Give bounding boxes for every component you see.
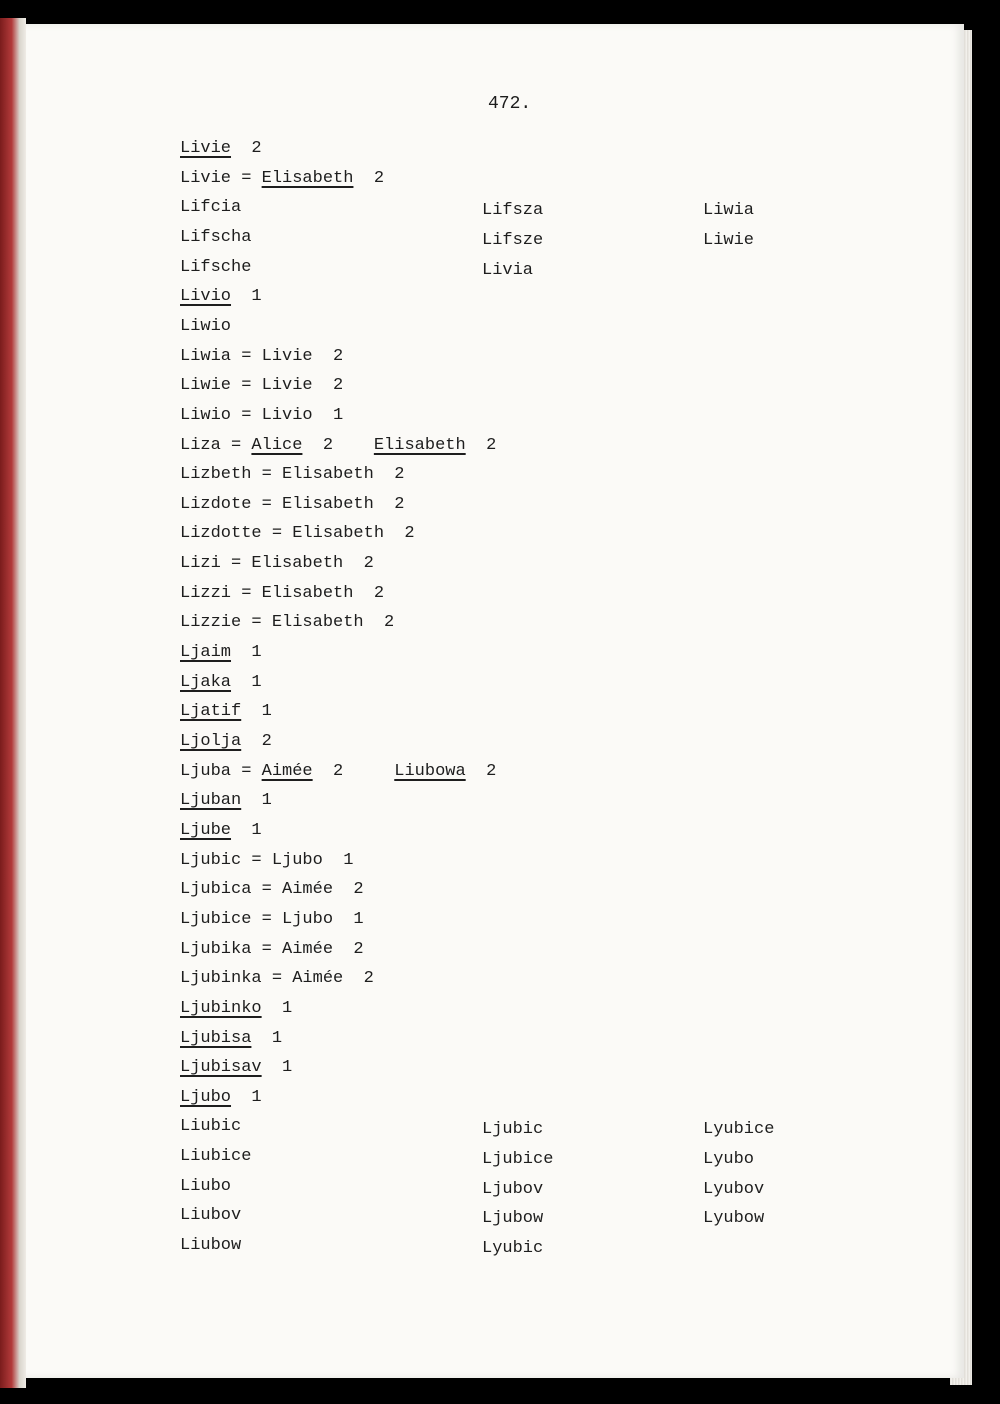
entry-line	[180, 1174, 231, 1200]
underlined-name: Aimée	[261, 762, 313, 781]
entry-text: Ljubinka = Aimée 2	[180, 969, 374, 988]
entry-text: Liwio	[180, 317, 232, 336]
entry-text: Ljubic = Ljubo 1	[180, 851, 354, 870]
entry-text: Ljubica = Aimée 2	[180, 880, 364, 899]
entry-line	[180, 1203, 241, 1229]
entry-text: Lizdotte = Elisabeth 2	[180, 524, 415, 543]
underlined-name: Ljubinko	[180, 999, 262, 1018]
entry-line	[180, 195, 241, 221]
variant-name: Liwia	[703, 201, 755, 220]
entry-text: Lizzi = Elisabeth 2	[180, 584, 385, 603]
entry-text: Liwia = Livie 2	[180, 347, 344, 366]
entry-line	[180, 1114, 241, 1140]
variant-name: Liwie	[703, 231, 755, 250]
entry-text: 1	[251, 1029, 283, 1048]
underlined-name: Elisabeth	[261, 169, 354, 188]
entry-text: 1	[231, 1088, 262, 1107]
document-page	[26, 24, 964, 1378]
underlined-name: Elisabeth	[373, 436, 466, 455]
underlined-name: Ljolja	[180, 732, 242, 751]
entry-line	[180, 699, 272, 725]
entry-line	[180, 937, 364, 963]
underlined-name: Ljaka	[180, 673, 232, 692]
entry-line	[180, 877, 364, 903]
entry-text: 2	[465, 762, 497, 781]
entry-text: 2	[231, 139, 262, 158]
entry-line	[180, 403, 343, 429]
underlined-name: Ljuban	[180, 791, 242, 810]
variant-name: Lyubo	[703, 1150, 755, 1169]
entry-text: Ljubice = Ljubo 1	[180, 910, 364, 929]
entry-line	[180, 1026, 282, 1052]
entry-text: 1	[231, 673, 262, 692]
entry-line	[180, 521, 415, 547]
underlined-name: Alice	[251, 436, 303, 455]
entry-text: Lifcia	[180, 198, 242, 217]
entry-line	[180, 610, 394, 636]
entry-text: Liza =	[180, 436, 252, 455]
variant-name: Ljubow	[482, 1209, 544, 1228]
entry-text: 1	[261, 1058, 293, 1077]
entry-text: Lizdote = Elisabeth 2	[180, 495, 405, 514]
underlined-name: Ljube	[180, 821, 232, 840]
entry-line	[180, 255, 251, 281]
entry-line	[180, 848, 353, 874]
entry-text: Liubic	[180, 1117, 242, 1136]
entry-line	[180, 492, 404, 518]
entry-text: Liubov	[180, 1206, 242, 1225]
entry-line	[180, 907, 364, 933]
entry-line	[180, 759, 496, 785]
entry-line	[180, 729, 272, 755]
name-entries	[26, 24, 964, 1378]
entry-text: 1	[231, 821, 262, 840]
underlined-name: Ljubo	[180, 1088, 232, 1107]
entry-text: Liubo	[180, 1177, 232, 1196]
entry-text: Livie =	[180, 169, 262, 188]
entry-line	[180, 788, 272, 814]
entry-text: Ljuba =	[180, 762, 262, 781]
variant-name: Lyubow	[703, 1209, 765, 1228]
entry-line	[180, 373, 343, 399]
entry-line	[180, 1144, 251, 1170]
variant-name: Ljubice	[482, 1150, 554, 1169]
entry-text: 2	[302, 436, 374, 455]
entry-text: Liubow	[180, 1236, 242, 1255]
entry-line	[180, 996, 292, 1022]
variant-name: Lyubic	[482, 1239, 544, 1258]
entry-text: 1	[241, 702, 272, 721]
variant-name: Lyubov	[703, 1180, 765, 1199]
underlined-name: Liubowa	[394, 762, 466, 781]
entry-text: Lifsche	[180, 258, 252, 277]
entry-text: Lifscha	[180, 228, 252, 247]
entry-line	[180, 462, 404, 488]
variant-name: Lifsza	[482, 201, 544, 220]
entry-text: Lizzie = Elisabeth 2	[180, 613, 395, 632]
entry-text: 1	[231, 287, 262, 306]
entry-line	[180, 966, 374, 992]
entry-line	[180, 551, 374, 577]
entry-text: 1	[261, 999, 293, 1018]
entry-text: 2	[312, 762, 395, 781]
page-number: 472.	[488, 94, 532, 114]
entry-text: 1	[231, 643, 262, 662]
underlined-name: Ljubisav	[180, 1058, 262, 1077]
variant-name: Ljubic	[482, 1120, 544, 1139]
entry-line	[180, 166, 384, 192]
entry-text: Lizi = Elisabeth 2	[180, 554, 374, 573]
entry-text: Liwie = Livie 2	[180, 376, 344, 395]
entry-text: 1	[241, 791, 272, 810]
entry-line	[180, 818, 262, 844]
entry-line	[180, 344, 343, 370]
entry-text: Liwio = Livio 1	[180, 406, 344, 425]
entry-line	[180, 225, 251, 251]
underlined-name: Livio	[180, 287, 232, 306]
entry-line	[180, 284, 262, 310]
entry-line	[180, 1055, 292, 1081]
entry-line	[180, 1085, 262, 1111]
entry-line	[180, 314, 231, 340]
entry-line	[180, 640, 262, 666]
underlined-name: Livie	[180, 139, 232, 158]
underlined-name: Ljatif	[180, 702, 242, 721]
entry-line	[180, 136, 262, 162]
entry-text: 2	[241, 732, 272, 751]
underlined-name: Ljubisa	[180, 1029, 252, 1048]
entry-text: Lizbeth = Elisabeth 2	[180, 465, 405, 484]
entry-text: 2	[353, 169, 385, 188]
variant-name: Ljubov	[482, 1180, 544, 1199]
variant-name: Lifsze	[482, 231, 544, 250]
entry-text: 2	[465, 436, 497, 455]
entry-line	[180, 1233, 241, 1259]
variant-name: Lyubice	[703, 1120, 775, 1139]
underlined-name: Ljaim	[180, 643, 232, 662]
entry-line	[180, 581, 384, 607]
book-spine	[0, 18, 26, 1388]
variant-name: Livia	[482, 261, 534, 280]
entry-line	[180, 670, 262, 696]
entry-line	[180, 433, 496, 459]
entry-text: Ljubika = Aimée 2	[180, 940, 364, 959]
entry-text: Liubice	[180, 1147, 252, 1166]
